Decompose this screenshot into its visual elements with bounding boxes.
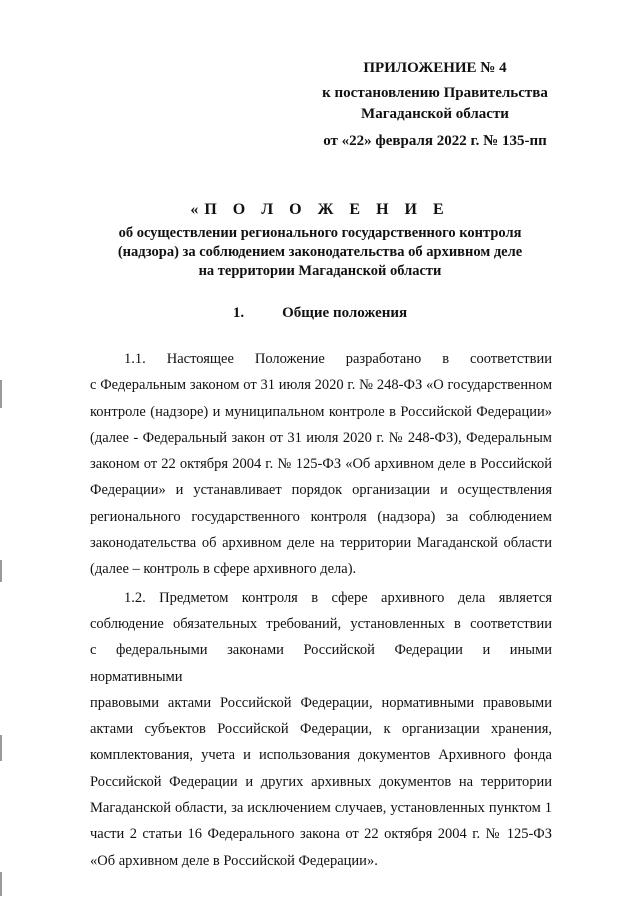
paragraph-line: с федеральными законами Российской Федерации и иными нормативными <box>90 642 552 685</box>
scan-edge-mark <box>0 380 2 408</box>
paragraph-line: соблюдение обязательных требований, установленных в соответствии <box>90 615 552 632</box>
paragraph-line: Федерации» и устанавливает порядок организации и осуществления <box>90 482 552 499</box>
paragraph-line: контроле (надзоре) и муниципальном контроле в Российской Федерации» <box>90 403 552 420</box>
paragraph-1-1 <box>90 346 552 583</box>
paragraph-line: Российской Федерации и других архивных документов на территории <box>90 773 552 790</box>
paragraph-line: 1.1. Настоящее Положение разработано в соответствии <box>124 351 552 367</box>
paragraph-line: комплектования, учета и использования документов Архивного фонда <box>90 747 552 764</box>
appendix-title: ПРИЛОЖЕНИЕ № 4 <box>363 60 507 76</box>
paragraph-line: «Об архивном деле в Российской Федерации». <box>90 852 378 869</box>
scan-edge-mark <box>0 872 2 896</box>
appendix-line-date: от «22» февраля 2022 г. № 135-пп <box>323 133 547 149</box>
paragraph-line: части 2 статьи 16 Федерального закона от 22 октября 2004 г. № 125-ФЗ <box>90 826 552 843</box>
paragraph-line: регионального государственного контроля (надзора) за соблюдением <box>90 508 552 525</box>
section-title: Общие положения <box>282 305 408 321</box>
paragraph-1-2 <box>90 585 552 874</box>
paragraph-line: 1.2. Предметом контроля в сфере архивного дела является <box>124 589 552 606</box>
title-main: «П О Л О Ж Е Н И Е <box>190 201 450 218</box>
appendix-line-region: Магаданской области <box>361 106 509 122</box>
appendix-header <box>300 58 570 152</box>
paragraph-line: (далее - Федеральный закон от 31 июля 2020 г. № 248-ФЗ), Федеральным <box>90 429 552 446</box>
document-title <box>90 198 550 281</box>
scan-edge-mark <box>0 735 2 761</box>
title-subtitle-line-2: (надзора) за соблюдением законодательства об архивном деле <box>117 244 523 260</box>
scan-edge-mark <box>0 560 2 582</box>
section-heading <box>90 303 550 323</box>
paragraph-line: Магаданской области, за исключением случаев, установленных пунктом 1 <box>90 800 552 817</box>
paragraph-line: (далее – контроль в сфере архивного дела). <box>90 561 357 578</box>
paragraph-line: законодательства об архивном деле на территории Магаданской области <box>90 535 552 552</box>
section-number: 1. <box>232 305 245 321</box>
appendix-line-resolution: к постановлению Правительства <box>322 85 548 101</box>
paragraph-line: актами субъектов Российской Федерации, к организации хранения, <box>90 721 552 738</box>
paragraph-line: законом от 22 октября 2004 г. № 125-ФЗ «Об архивном деле в Российской <box>90 456 552 473</box>
body-text <box>90 346 552 876</box>
paragraph-line: правовыми актами Российской Федерации, нормативными правовыми <box>90 694 552 711</box>
title-subtitle-line-1: об осуществлении регионального государственного контроля <box>118 225 522 241</box>
paragraph-line: с Федеральным законом от 31 июля 2020 г. № 248-ФЗ «О государственном <box>90 377 552 394</box>
title-subtitle-line-3: на территории Магаданской области <box>198 263 442 279</box>
